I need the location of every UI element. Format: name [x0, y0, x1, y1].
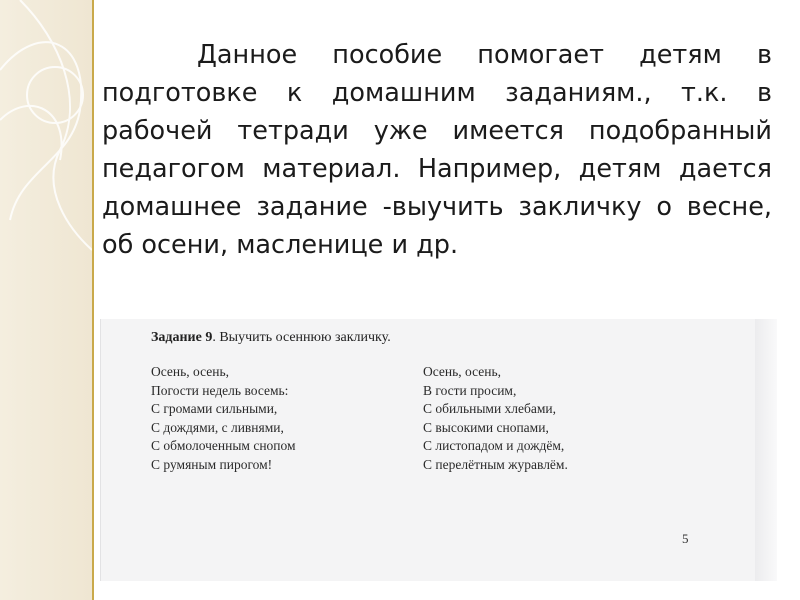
poem-line: С румяным пирогом!: [151, 456, 273, 472]
poem-line: С дождями, с ливнями,: [151, 419, 284, 435]
poem-line: Осень, осень,: [151, 364, 230, 379]
slide-paragraph: Данное пособие помогает детям в подготовке к домашним заданиям., т.к. в рабочей тетради уже имеется подобранный педагогом материал. Например, детям дается домашнее задание -выучить закличку о весне, об осени, масленице и др.: [102, 40, 772, 260]
poem-right-column: [423, 363, 568, 474]
poem-line: В гости просим,: [423, 382, 517, 398]
task-text: . Выучить осеннюю закличку.: [212, 330, 391, 345]
poem-line: С перелётным журавлём.: [423, 456, 568, 472]
poem-line: С обмолоченным снопом: [151, 438, 296, 453]
scan-page-edge: [755, 319, 777, 581]
poem-line: С громами сильными,: [151, 401, 278, 416]
task-label: Задание 9: [151, 330, 213, 345]
poem-line: Осень, осень,: [423, 364, 502, 379]
task-title: [151, 330, 391, 346]
poem-line: С высокими снопами,: [423, 419, 549, 435]
poem-line: С обильными хлебами,: [423, 401, 557, 416]
page-number: 5: [682, 531, 689, 546]
poem-left-column: [151, 363, 296, 474]
decorative-swirl: [0, 0, 92, 600]
poem-line: Погости недель восемь:: [151, 382, 289, 398]
decorative-gold-rule: [92, 0, 94, 600]
scanned-workbook-page: [100, 319, 756, 581]
poem-line: С листопадом и дождём,: [423, 438, 565, 453]
